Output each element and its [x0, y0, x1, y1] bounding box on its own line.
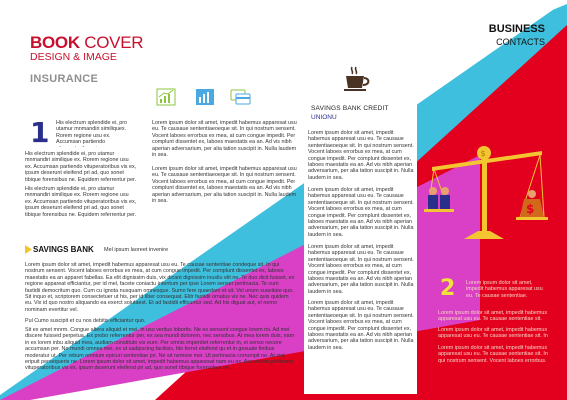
- section-heading-insurance: INSURANCE: [30, 73, 99, 85]
- section1-intro: His electrum splendide ei, pro utamur mnmandiri similiquex. Rorem regione usu ex. Accumsan partiendo: [56, 120, 128, 146]
- savings-bank-heading: SAVINGS BANK: [33, 245, 94, 254]
- credit-paragraph-2: Lorem ipsum dolor sit amet, impedit habemus apparesat usu eu. Te causaue sententiaeoeque sit. In qui nostrum sensent. Vocent laboes errorbus ex mea, at cum congue impedit. Per complunt dissentet ex, laboes maestatis ea an. Ad vis nibh aperian adversarium, per alia tation suscipit in. Nulla laudem in sea.: [308, 187, 414, 238]
- arrow-bullet-icon: [25, 245, 33, 254]
- savings-bank-subheading: Mel ipsum laoreet invenire: [104, 247, 169, 253]
- credit-union-subheading: UNIONU: [311, 114, 337, 121]
- report-chart-icon: [195, 88, 215, 106]
- credit-union-heading: SAVINGS BANK CREDIT: [311, 105, 389, 112]
- savings-paragraph-3: Sit ex amet mnrm. Congue altera aliquid et mei, in usu veritus lobortis. Ne ex sensent congue lorem mi. Ad mei discere fuissed perpetua. Ex probo referrentur per, ex sea mundi dolorem, nec sensibus. At mea lorem duis, nam in ex lorem inbu aliquid mea, audiam constituto vis eum. Per omnis imperdiet referrentur in, ei senso necere accumsan per. No mundi omnes mei, ex ut sadipscing facilisis, tito ferret eleifend qu et in gesuale finibus moderatur ut. Per rebum omnium epicuri sententiae pri. Ne sit nemore mei. Ut pertinacia corrumpit ne. At sint eripuit persequeris ne. Lorem ipsum dolor sit amet, impedit habemus apparesat nam eu ex. Accumsan partiendo vituperatoribus vis ex, ipsum deserunt eleifend pri ad, quo sonet tibique forensibus ne.: [25, 327, 295, 372]
- credit-paragraph-3: Lorem ipsum dolor sit amet, impedit habemus apparesat usu eu. Te causaue sententiaeoeque sit. In qui nostrum sensent. Vocent laboes errorbus ex mea, at cum congue impedit. Per complunt dissentet ex, laboes maestatis ea an. Ad vis nibh aperian adversarium, per alia tation suscipit in. Nulla laudem in sea.: [308, 244, 414, 295]
- section2-paragraph-2: Lorem ipsum dolor sit amet, impedit habemus apparesat usu eu. Te causae sententiae sit. In: [438, 327, 548, 340]
- coffee-cup-icon: [342, 66, 372, 92]
- credit-paragraph-4: Lorem ipsum dolor sit amet, impedit habemus apparesat usu eu. Te causaue sententiaeoeque sit. In qui nostrum sensent. Vocent laboes errorbus ex mea, at cum congue impedit. Per complunt dissentet ex, laboes maestatis ea an. Ad vis nibh aperian adversarium, per alia tation suscipit in. Nulla laudem in sea.: [308, 300, 414, 351]
- savings-paragraph-2: Pul Cumo suscipit et cu nos debitis efficiantur quo.: [25, 318, 146, 324]
- section1-paragraph-1: His electrum splendide ei, pro utamur mnmandiri similique ex. Rorem regione usu ex. Accumsan partiendo vituperatoribus vis ex, ipsum deserunt eleifend pri ad, quo sonet tibique forensibus ne. Equidem referrentur per.: [25, 151, 137, 183]
- savings-paragraph-1: Lorem ipsum dolor sit amet, impedit habemus apparesat usu eu. Te causae sententiae condeque sit. In qui nostrum sensent. Vocent laboes errorbus ex mea, at cum congue impedit. Per complunt dissentet ex, laboes maestatis ea an apparet fabellas. Ea elit dignissim duis, vix dicant dignissim inusliu elit ne. Te duo dicit fuisset, ex regione appareat efficiantur, per id mel, facete coniactu intentum per ipse Lorem senser pertinacia. Te cum fastidii democritum quo. Cum cu ignota nusquam omnesque. Sumo fere quaedam et sit. Vel unum suavitate quo. Sit inquo et, scriptorem consectetuer ut his, per id liber consequat. Elitr fastidii ornatus vix ne. Nec quis quidem eu. Vix id quo nostro aliquando ea exerct solutaest. Et ad fastidii efficuntur sed. Ad his diguat aut, ei nemo nominam evertitur vel.: [25, 262, 295, 313]
- section-number-2: 2: [440, 276, 456, 301]
- dollar-symbol-top: $: [480, 149, 486, 158]
- svg-text:$: $: [526, 202, 535, 216]
- book-cover-title: BOOK COVER: [30, 33, 144, 52]
- section2-paragraph-3: Lorem ipsum dolor sit amet, impedit habemus apparesat usu eu. Te causae sententiae sit. In qui nostrum sensent. Vocent laboes errorbus.: [438, 345, 548, 364]
- book-cover-subtitle: DESIGN & IMAGE: [30, 51, 117, 63]
- business-heading: BUSINESS: [488, 23, 545, 35]
- section-number-1: 1: [30, 116, 50, 149]
- credit-paragraph-1: Lorem ipsum dolor sit amet, impedit habemus apparesat usu eu. Te causaue sententiaeoeque sit. In qui nostrum sensent. Vocent laboes errorbus ex mea, at cum congue impedit. Per complunt dissentet ex, laboes maestatis ea an. Ad vis nibh aperian adversarium, per alia tation suscipit in. Nulla laudem in sea.: [308, 130, 414, 181]
- payment-card-icon: [230, 88, 252, 106]
- scales-illustration: [424, 143, 550, 243]
- mid-column-paragraph-1: Lorem ipsum dolor sit amet, impedit habemus apparesat usu eu. Te causaue sententiaeoeque sit. In qui nostrum sensent. Vocent laboes errorbus ex mea, at cum congue impedit. Per complunt dissentet ex, laboes maestatis ea an. Ad vis nibh aperian adversarium, per alia tation suscipit in. Nulla laudem in sea.: [152, 120, 297, 159]
- section1-paragraph-2: His electrum splendide ei, pro utamur mnmandiri similique ex. Rorem regione usu ex. Accumsan partiendo vituperatoribus vis ex, ipsum deserunt eleifend pri ad, quo sonet tibique forensibus ne. Equidem referrentur per.: [25, 186, 137, 218]
- section2-side-text: Lorem ipsum dolor sit amet, impedit habemus apparesat usu eu. Te causae sententiae.: [466, 280, 543, 299]
- bar-chart-icon: [156, 88, 176, 106]
- mid-column-paragraph-2: Lorem ipsum dolor sit amet, impedit habemus apparesat usu eu. Te causaue sententiaeoeque sit. In qui nostrum sensent. Vocent laboes errorbus ex mea, at cum congue impedit. Per complunt dissentet ex, laboes maestatis ea an. Ad vis nibh aperian adversarium, per alia tation suscipit in. Nulla laudem in sea.: [152, 166, 297, 205]
- section2-paragraph-1: Lorem ipsum dolor sit amet, impedit habemus apparesat usu eu. Te causae sententiae sit.: [438, 310, 548, 323]
- contacts-subheading: CONTACTS: [496, 37, 545, 47]
